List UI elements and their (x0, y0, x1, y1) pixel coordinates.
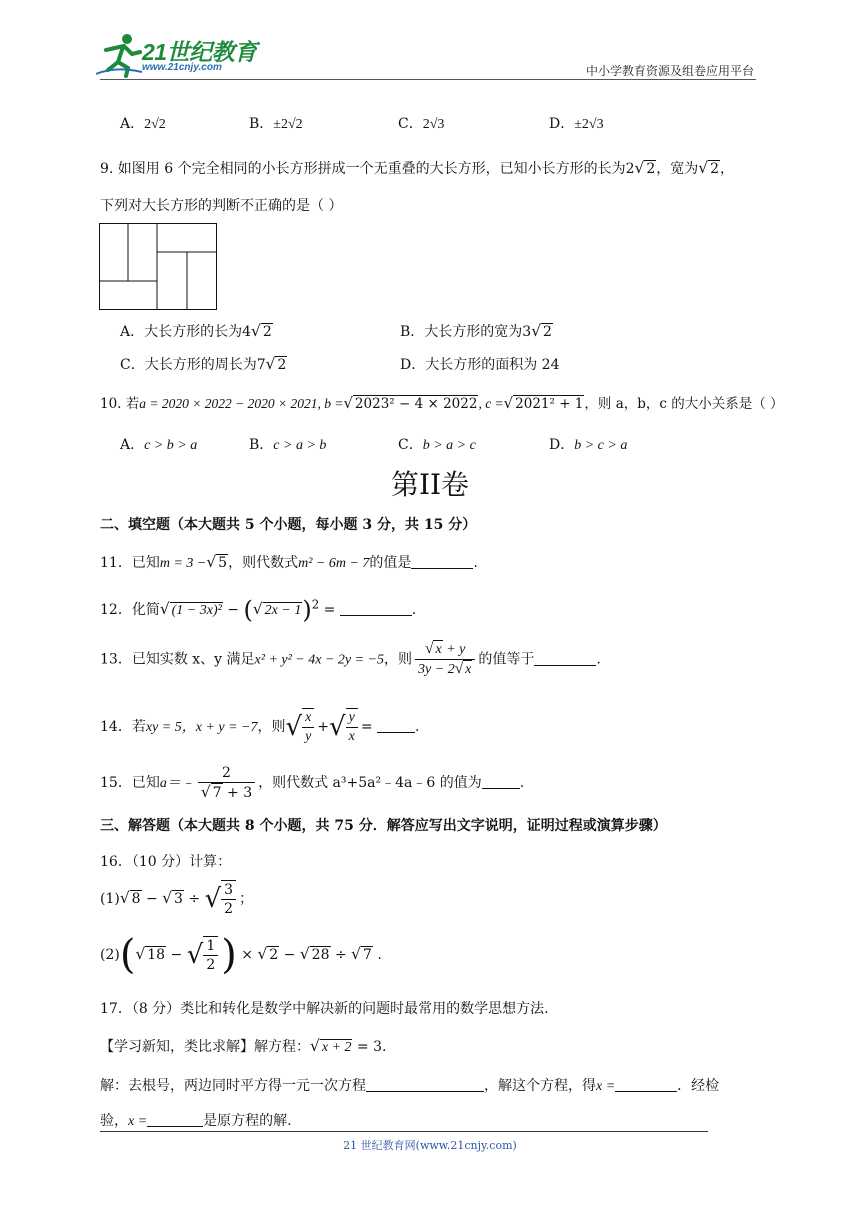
q9-option-d: D．大长方形的面积为 24 (400, 357, 560, 373)
q16-part2: (2)(√ 18 − √ $\frac{1}{2}$ ) × √ 2 − √ 28 ÷ √ 7 . (100, 932, 382, 978)
q9-stem-line1: 9. 如图用 6 个完全相同的小长方形拼成一个无重叠的大长方形，已知小长方形的长为2√ 2，宽为√ 2， (100, 159, 735, 177)
q9-option-a: A．大长方形的长为4√ 2 (120, 322, 272, 340)
q17-verify-blank[interactable] (147, 1112, 203, 1127)
q15-answer-blank[interactable] (482, 774, 520, 789)
q10-option-a: A．c > b > a (120, 437, 198, 453)
q8-option-b: B．±2√2 (249, 116, 303, 132)
q17-x-blank[interactable] (615, 1077, 677, 1092)
q17-solution-line2: 验，x = 是原方程的解. (100, 1113, 292, 1129)
logo-url: www.21cnjy.com (142, 62, 222, 73)
logo-brand: 21世纪教育 (142, 39, 257, 65)
q12-answer-blank[interactable] (340, 601, 412, 616)
footer-rule (100, 1131, 708, 1132)
q10-option-c: C．b > a > c (398, 437, 476, 453)
q17-equation-blank[interactable] (366, 1077, 484, 1092)
section3-heading: 三、解答题（本大题共 8 个小题，共 75 分．解答应写出文字说明，证明过程或演算步骤） (100, 818, 667, 834)
site-logo (96, 30, 266, 80)
q8-option-d: D．±2√3 (549, 116, 604, 132)
q13: 13．已知实数 x、y 满足x² + y² − 4x − 2y = −5，则 $\frac{√ x + y}{3y - 2√ x}$ 的值等于 . (100, 640, 601, 677)
q8-a-value: 2√2 (144, 117, 166, 132)
q14: 14．若xy = 5，x + y = −7，则√ $\frac{x}{y}$ +√ $\frac{y}{x}$ = . (100, 710, 420, 744)
rectangle-figure (99, 223, 219, 311)
q17-heading: 17．（8 分）类比和转化是数学中解决新的问题时最常用的数学思想方法. (100, 1001, 549, 1017)
footer-link[interactable]: 21 世纪教育网(www.21cnjy.com) (343, 1139, 517, 1152)
q16-heading: 16．（10 分）计算： (100, 854, 232, 870)
q8-d-value: ±2√3 (574, 117, 604, 132)
platform-name: 中小学教育资源及组卷应用平台 (585, 64, 754, 78)
section2-heading: 二、填空题（本大题共 5 个小题，每小题 3 分，共 15 分） (100, 517, 477, 533)
q17-solution-line1: 解：去根号，两边同时平方得一元一次方程 ，解这个方程，得x = ．经检 (100, 1078, 720, 1094)
q9-option-c: C．大长方形的周长为7√ 2 (120, 355, 287, 373)
q14-answer-blank[interactable] (377, 718, 415, 733)
q15: 15．已知a＝﹣ $\frac{2}{√ 7 + 3}$ ，则代数式 a³+5a²﹣4a﹣6 的值为 . (100, 765, 525, 801)
q11-answer-blank[interactable] (411, 554, 473, 569)
header-rule (100, 79, 756, 80)
q11: 11．已知m = 3 −√ 5，则代数式m² − 6m − 7的值是 . (100, 553, 478, 571)
q10-option-b: B．c > a > b (249, 437, 327, 453)
running-man-icon (96, 32, 144, 78)
q10-stem: 10. 若a = 2020 × 2022 − 2020 × 2021, b =√ 2023² − 4 × 2022, c =√ 2021² + 1，则 a，b，c 的大小关系是（ ） (100, 394, 784, 412)
q9-option-b: B．大长方形的宽为3√ 2 (400, 322, 552, 340)
q9-stem-line2: 下列对大长方形的判断不正确的是（ ） (100, 198, 343, 214)
q8-option-a: A．2√2 (120, 116, 166, 132)
q16-part1: (1)√ 8 − √ 3 ÷ √ $\frac{3}{2}$ ； (100, 882, 254, 917)
q17-learn: 【学习新知，类比求解】解方程：√ x + 2 = 3. (100, 1037, 387, 1055)
q13-answer-blank[interactable] (534, 651, 596, 666)
q10-option-d: D．b > c > a (549, 437, 628, 453)
q8-c-value: 2√3 (422, 117, 445, 132)
q8-option-c: C．2√3 (398, 116, 445, 132)
q12: 12．化简√ (1 − 3x)² − (√ 2x − 1)$^2$ = . (100, 596, 417, 624)
q8-b-value: ±2√2 (273, 117, 303, 132)
part2-title: 第II卷 (390, 468, 470, 501)
